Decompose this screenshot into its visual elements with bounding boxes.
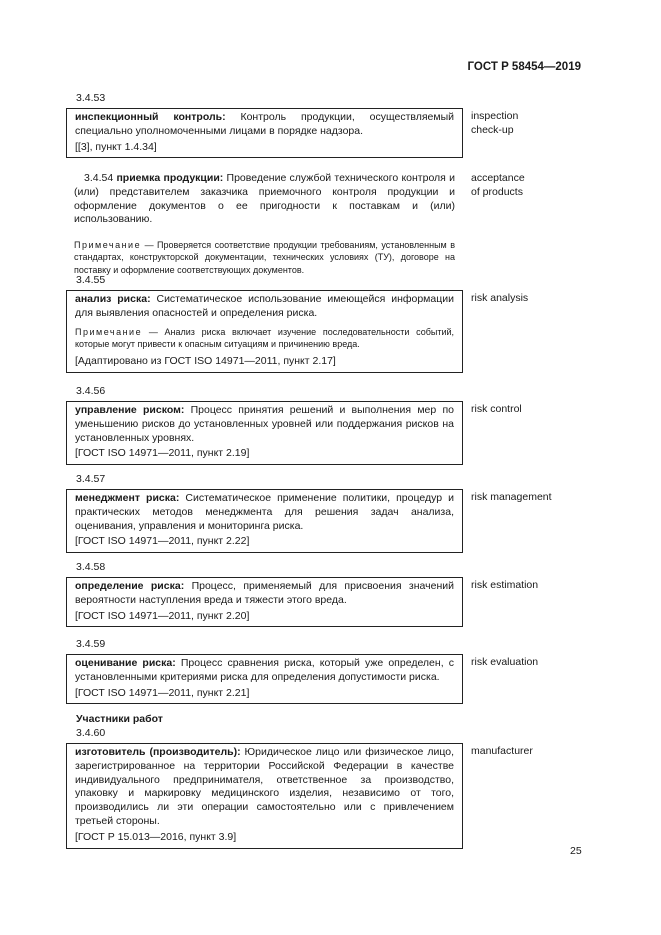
term-note: [66, 239, 455, 276]
english-term: [471, 745, 591, 759]
term-definition: [66, 172, 455, 227]
term-box: [66, 108, 463, 158]
term-number: 3.4.53: [76, 92, 106, 104]
definition-text: Процесс сравнения риска, который уже определен, с установленными критериями риска для определения допустимости риска.: [75, 657, 454, 683]
term-number: 3.4.60: [76, 727, 106, 739]
document-code: ГОСТ Р 58454—2019: [467, 61, 581, 73]
term-definition: [75, 404, 454, 445]
term-entry: [66, 172, 591, 276]
note-label: Примечание: [75, 326, 143, 337]
term-definition: [75, 111, 454, 139]
definition-text: Систематическое использование имеющейся информации для выявления опасностей и определения риска.: [75, 293, 454, 319]
term-entry: [66, 274, 591, 373]
definition-text: Систематическое применение политики, процедур и практических методов менеджмента для решения задач анализа, оценивания, управления и мониторинга риска.: [75, 492, 454, 532]
term-number: 3.4.59: [76, 638, 106, 650]
term-number: 3.4.55: [76, 274, 106, 286]
term-name: менеджмент риска:: [75, 492, 180, 504]
term-name: управление риском:: [75, 404, 185, 416]
term-entry: [66, 92, 591, 158]
term-note: [75, 326, 454, 350]
term-number: 3.4.58: [76, 561, 106, 573]
term-entry: [66, 385, 591, 465]
term-definition: [75, 492, 454, 533]
term-source: [ГОСТ ISO 14971—2011, пункт 2.21]: [75, 686, 250, 699]
section-heading: Участники работ: [76, 713, 163, 725]
definition-text: Контроль продукции, осуществляемый специально уполномоченными лицами в порядке надзора.: [75, 111, 454, 137]
term-entry: [66, 638, 591, 704]
english-term-line: risk management: [471, 491, 552, 503]
term-name: инспекционный контроль:: [75, 111, 226, 123]
term-number: 3.4.57: [76, 473, 106, 485]
term-source: [ГОСТ ISO 14971—2011, пункт 2.19]: [75, 447, 250, 460]
term-box: [66, 654, 463, 704]
term-box: [66, 489, 463, 553]
term-box: [66, 577, 463, 627]
page-number: 25: [570, 845, 582, 857]
english-term-line: check-up: [471, 123, 514, 136]
definition-text: Процесс, применяемый для присвоения значений вероятности наступления вреда и тяжести этого вреда.: [75, 580, 454, 606]
term-number: 3.4.56: [76, 385, 106, 397]
definition-text: Проведение службой технического контроля и (или) представителем заказчика приемочного контроля продукции и оформление документов о ее пригодности к поставкам и (или) использованию.: [74, 172, 455, 226]
term-source: [ГОСТ Р 15.013—2016, пункт 3.9]: [75, 830, 237, 843]
english-term-line: acceptance: [471, 172, 525, 184]
term-number: 3.4.54: [84, 172, 114, 184]
note-text: — Проверяется соответствие продукции требованиям, установленным в стандартах, конструкторской документации, технических условиях (ТУ), договоре на поставку и оформление соответствующих документов.: [74, 240, 455, 275]
term-entry: [66, 727, 591, 849]
term-entry: [66, 561, 591, 627]
term-name: определение риска:: [75, 580, 185, 592]
term-definition: [75, 293, 454, 321]
english-term-line: inspection: [471, 110, 519, 122]
english-term-line: risk analysis: [471, 292, 529, 304]
term-name: оценивание риска:: [75, 657, 176, 669]
term-source: [ГОСТ ISO 14971—2011, пункт 2.20]: [75, 609, 250, 622]
note-text: — Анализ риска включает изучение последовательности событий, которые могут привести к опасным ситуациям и причинению вреда.: [75, 326, 454, 349]
term-definition: [75, 746, 454, 829]
definition-text: Юридическое лицо или физическое лицо, зарегистрированное на территории Российской Федерации в качестве индивидуального предпринимателя, ответственное за производство, упаковку и маркировку медицинского изделия, независимо от того, производились ли эти операции самостоятельно или с привлечением третьей стороны.: [75, 746, 454, 827]
term-name: изготовитель (производитель):: [75, 746, 241, 758]
term-entry: [66, 473, 591, 553]
english-term-line: risk control: [471, 403, 522, 415]
term-box: [66, 743, 463, 849]
note-label: Примечание: [74, 240, 142, 251]
english-term-line: of products: [471, 185, 523, 198]
term-source: [Адаптировано из ГОСТ ISO 14971—2011, пункт 2.17]: [75, 355, 336, 367]
definition-text: Процесс принятия решений и выполнения мер по уменьшению рисков до установленных уровней или поддержания рисков на установленных уровнях.: [75, 404, 454, 444]
english-term: [471, 110, 591, 138]
english-term: [471, 292, 591, 306]
term-definition: [75, 657, 454, 685]
term-box: [66, 290, 463, 373]
english-term: [471, 172, 591, 200]
term-source: [[3], пункт 1.4.34]: [75, 140, 157, 153]
english-term: [471, 491, 591, 505]
english-term-line: risk estimation: [471, 579, 539, 591]
term-name: приемка продукции:: [116, 172, 224, 184]
term-source: [ГОСТ ISO 14971—2011, пункт 2.22]: [75, 535, 250, 548]
english-term: [471, 656, 591, 670]
english-term: [471, 579, 591, 593]
english-term: [471, 403, 591, 417]
english-term-line: risk evaluation: [471, 656, 539, 668]
english-term-line: manufacturer: [471, 745, 533, 757]
term-name: анализ риска:: [75, 293, 151, 305]
term-definition: [75, 580, 454, 608]
term-box: [66, 401, 463, 465]
